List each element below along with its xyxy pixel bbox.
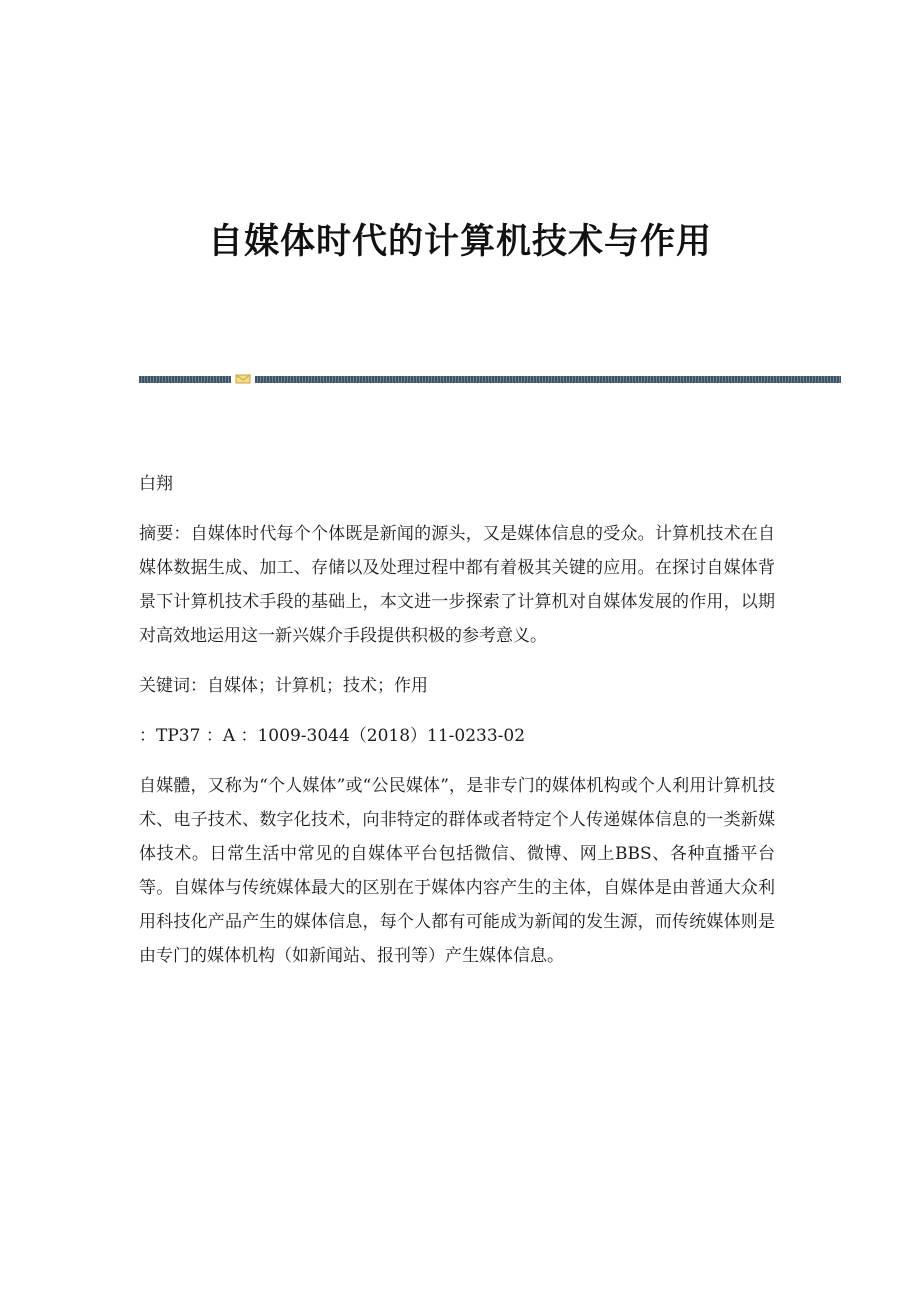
body-paragraph: 自媒體，又称为“个人媒体”或“公民媒体”，是非专门的媒体机构或个人利用计算机技术、电子技术、数字化技术，向非特定的群体或者特定个人传递媒体信息的一类新媒体技术。日常生活中常见的自媒体平台包括微信、微博、网上BBS、各种直播平台等。自媒体与传统媒体最大的区别在于媒体内容产生的主体，自媒体是由普通大众利用科技化产品产生的媒体信息，每个人都有可能成为新闻的发生源，而传统媒体则是由专门的媒体机构（如新闻站、报刊等）产生媒体信息。 bbox=[139, 776, 775, 966]
divider-bar-right bbox=[255, 376, 841, 383]
author-name: 白翔 bbox=[139, 474, 173, 494]
keywords-line: 关键词：自媒体；计算机；技术；作用 bbox=[139, 676, 428, 696]
ornament-icon bbox=[235, 374, 251, 384]
divider-bar-left bbox=[139, 376, 231, 383]
document-body bbox=[139, 467, 775, 989]
classification-line: ：TP37 ：A ：1009-3044（2018）11-0233-02 bbox=[139, 726, 526, 746]
title-divider bbox=[139, 374, 841, 384]
document-title: 自媒体时代的计算机技术与作用 bbox=[207, 222, 712, 262]
abstract-paragraph: 摘要：自媒体时代每个个体既是新闻的源头，又是媒体信息的受众。计算机技术在自媒体数据生成、加工、存储以及处理过程中都有着极其关键的应用。在探讨自媒体背景下计算机技术手段的基础上，本文进一步探索了计算机对自媒体发展的作用，以期对高效地运用这一新兴媒介手段提供积极的参考意义。 bbox=[139, 524, 775, 646]
